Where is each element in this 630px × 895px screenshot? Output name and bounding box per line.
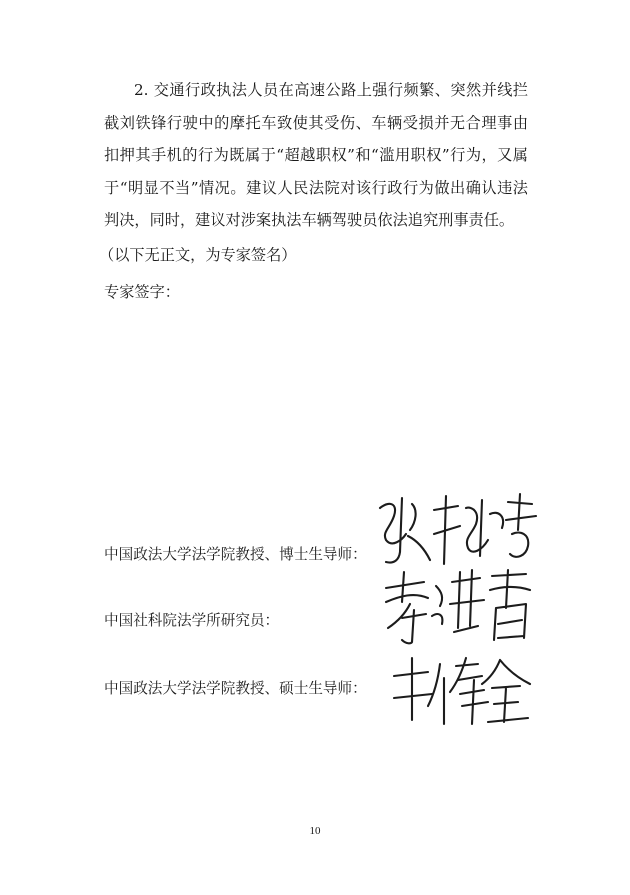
expert-title-3: 中国政法大学法学院教授、硕士生导师： xyxy=(104,680,367,697)
handwritten-signature-3 xyxy=(388,654,538,730)
signature-label: 专家签字： xyxy=(104,283,180,301)
expert-title-2: 中国社科院法学所研究员： xyxy=(104,612,280,629)
expert-title-1: 中国政法大学法学院教授、博士生导师： xyxy=(104,546,367,563)
no-further-text-note: （以下无正文，为专家签名） xyxy=(99,246,297,264)
page-number: 10 xyxy=(309,825,321,837)
handwritten-signature-2 xyxy=(380,568,540,646)
handwritten-signature-1 xyxy=(372,490,547,570)
body-paragraph: 2. 交通行政执法人员在高速公路上强行频繁、突然并线拦截刘铁锋行驶中的摩托车致使其受伤、车辆受损并无合理事由扣押其手机的行为既属于“超越职权”和“滥用职权”行为，又属于“明显不当”情况。建议人民法院对该行政行为做出确认违法判决，同时，建议对涉案执法车辆驾驶员依法追究刑事责任。 xyxy=(104,81,528,229)
